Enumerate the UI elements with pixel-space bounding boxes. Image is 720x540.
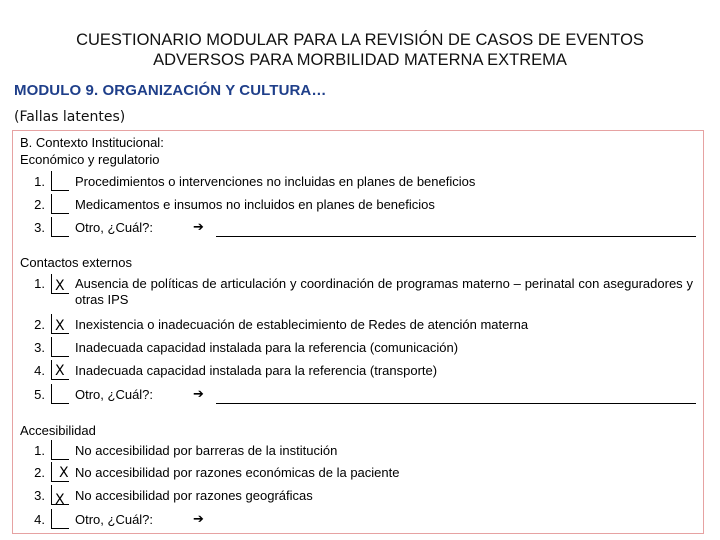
latent-failures-note: (Fallas latentes) bbox=[14, 109, 126, 125]
item-text: Procedimientos o intervenciones no incluidas en planes de beneficios bbox=[75, 174, 476, 189]
checkbox[interactable] bbox=[51, 509, 69, 529]
checkbox-mark: X bbox=[55, 492, 65, 508]
item-number: 1. bbox=[34, 174, 45, 189]
item-text: No accesibilidad por razones geográficas bbox=[75, 488, 313, 503]
item-number: 5. bbox=[34, 387, 45, 402]
item-number: 2. bbox=[34, 317, 45, 332]
checkbox[interactable] bbox=[51, 217, 69, 237]
checkbox[interactable] bbox=[51, 384, 69, 404]
item-number: 1. bbox=[34, 276, 45, 291]
other-answer-line[interactable] bbox=[216, 236, 696, 237]
item-text: Otro, ¿Cuál?: bbox=[75, 220, 154, 235]
group-title-contactos: Contactos externos bbox=[20, 255, 133, 270]
group-title-accesibilidad: Accesibilidad bbox=[20, 423, 96, 438]
checkbox[interactable] bbox=[51, 440, 69, 460]
page-title bbox=[0, 30, 720, 70]
item-text: Ausencia de políticas de articulación y coordinación de programas materno – perinatal con aseguradores y otras IPS bbox=[75, 276, 693, 307]
item-number: 3. bbox=[34, 340, 45, 355]
item-number: 3. bbox=[34, 488, 45, 503]
module-heading: MODULO 9. ORGANIZACIÓN Y CULTURA… bbox=[14, 82, 327, 99]
group-title-economico: Económico y regulatorio bbox=[20, 152, 160, 167]
item-text: No accesibilidad por razones económicas de la paciente bbox=[75, 465, 400, 480]
checkbox[interactable] bbox=[51, 194, 69, 214]
other-answer-line[interactable] bbox=[216, 403, 696, 404]
checkbox[interactable] bbox=[51, 171, 69, 191]
checkbox-mark: X bbox=[55, 278, 65, 294]
item-text: Medicamentos e insumos no incluidos en planes de beneficios bbox=[75, 197, 435, 212]
item-text: Inadecuada capacidad instalada para la referencia (transporte) bbox=[75, 363, 438, 378]
checkbox-mark: X bbox=[55, 363, 65, 379]
checkbox[interactable] bbox=[51, 337, 69, 357]
form-frame bbox=[12, 130, 704, 534]
item-number: 4. bbox=[34, 363, 45, 378]
item-text: Otro, ¿Cuál?: bbox=[75, 512, 154, 527]
item-text: No accesibilidad por barreras de la institución bbox=[75, 443, 338, 458]
arrow-right-icon: ➔ bbox=[193, 220, 204, 235]
item-text: Inexistencia o inadecuación de establecimiento de Redes de atención materna bbox=[75, 317, 529, 332]
arrow-right-icon: ➔ bbox=[193, 512, 204, 527]
item-text: Otro, ¿Cuál?: bbox=[75, 387, 154, 402]
item-number: 1. bbox=[34, 443, 45, 458]
section-title: B. Contexto Institucional: bbox=[20, 135, 164, 150]
title-line-2: ADVERSOS PARA MORBILIDAD MATERNA EXTREMA bbox=[153, 51, 567, 69]
item-text: Inadecuada capacidad instalada para la referencia (comunicación) bbox=[75, 340, 459, 355]
checkbox-mark: X bbox=[59, 465, 69, 481]
checkbox-mark: X bbox=[55, 318, 65, 334]
item-number: 2. bbox=[34, 197, 45, 212]
item-number: 2. bbox=[34, 465, 45, 480]
arrow-right-icon: ➔ bbox=[193, 387, 204, 402]
title-line-1: CUESTIONARIO MODULAR PARA LA REVISIÓN DE CASOS DE EVENTOS bbox=[76, 31, 644, 49]
item-number: 3. bbox=[34, 220, 45, 235]
item-number: 4. bbox=[34, 512, 45, 527]
